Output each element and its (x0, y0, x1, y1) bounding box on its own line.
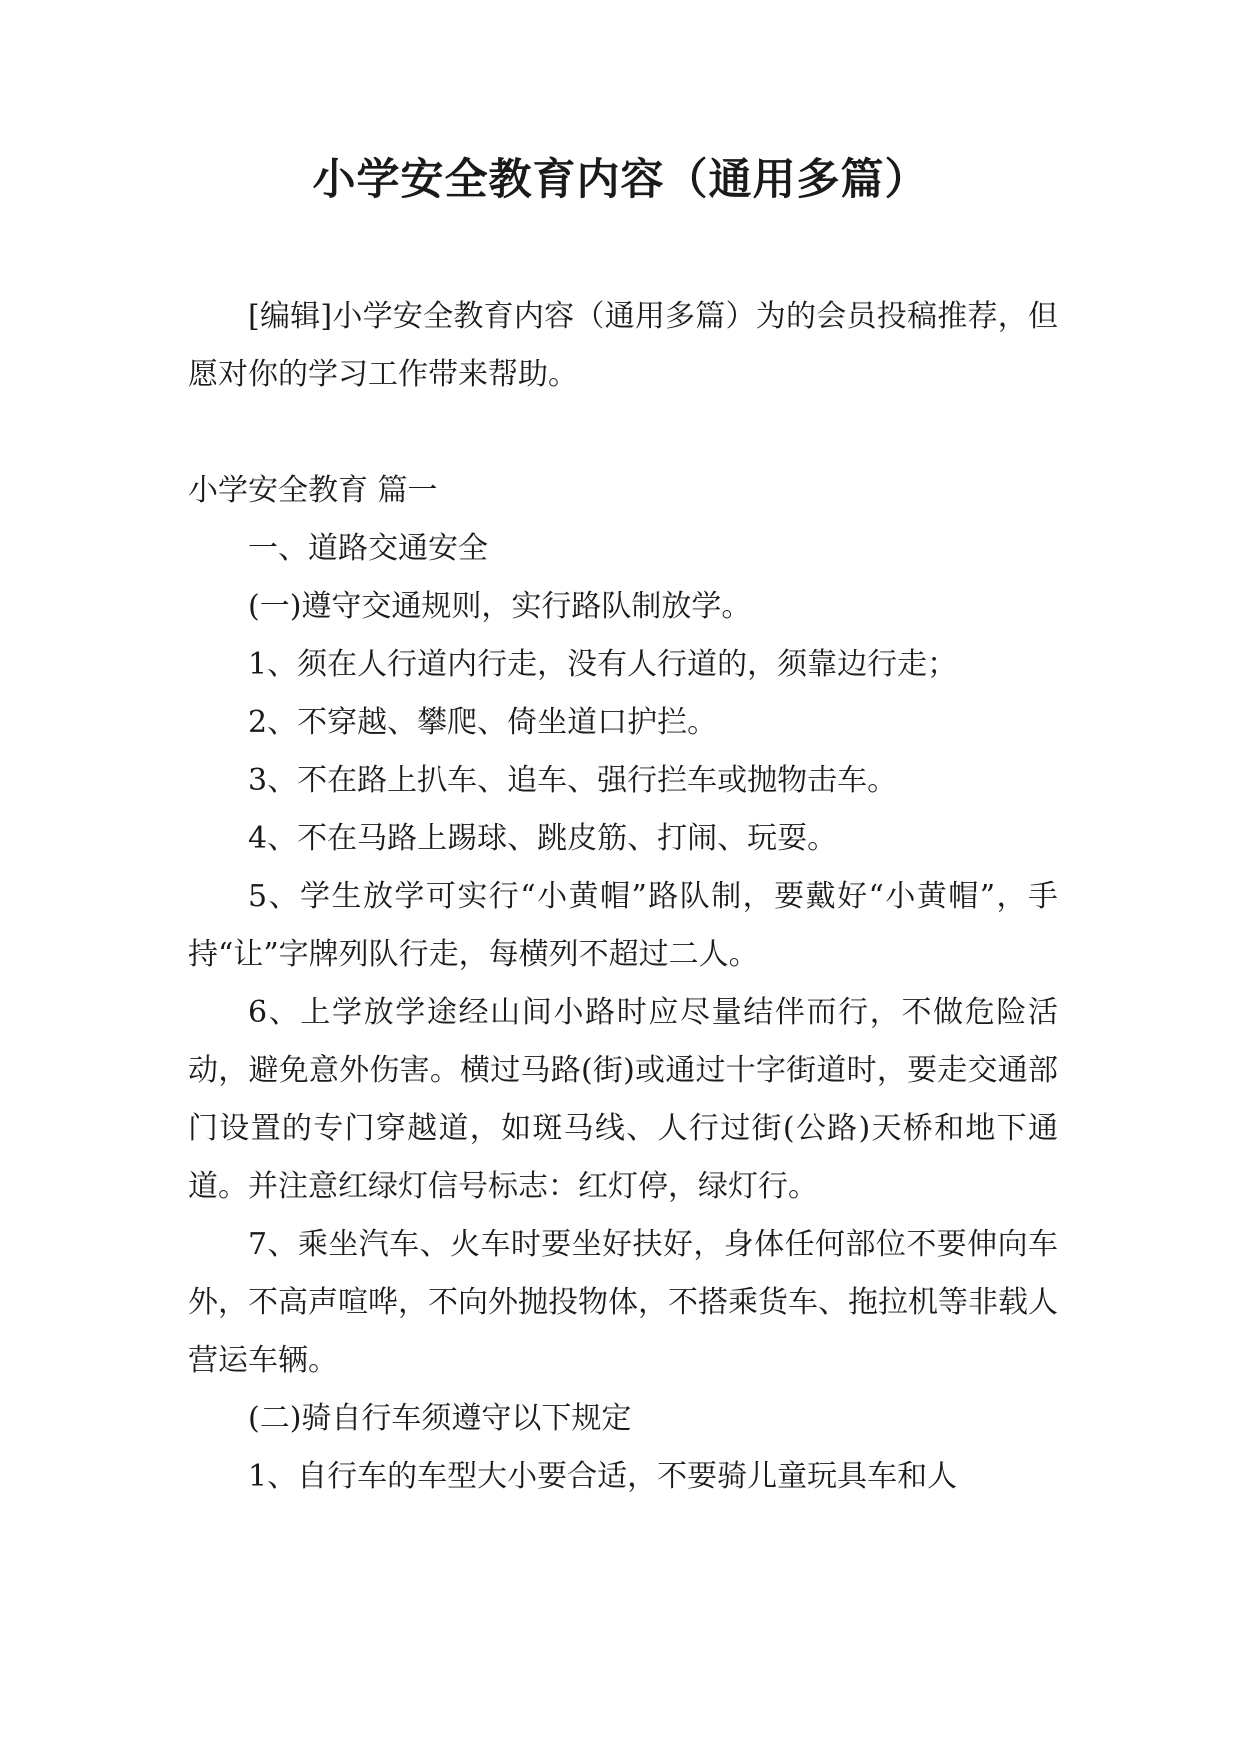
document-body (188, 288, 1058, 1506)
paragraph: 4、不在马路上踢球、跳皮筋、打闹、玩耍。 (248, 821, 838, 856)
paragraph: (一)遵守交通规则，实行路队制放学。 (248, 589, 752, 624)
paragraph: 2、不穿越、攀爬、倚坐道口护拦。 (248, 705, 718, 740)
paragraph-gap (188, 404, 1058, 462)
paragraph: (二)骑自行车须遵守以下规定 (248, 1401, 632, 1436)
section-heading: 小学安全教育 篇一 (188, 473, 438, 508)
paragraph: 6、上学放学途经山间小路时应尽量结伴而行，不做危险活动，避免意外伤害。横过马路(街)或通过十字街道时，要走交通部门设置的专门穿越道，如斑马线、人行过街(公路)天桥和地下通道。并注意红绿灯信号标志：红灯停，绿灯行。 (188, 995, 1058, 1204)
paragraph: 1、自行车的车型大小要合适，不要骑儿童玩具车和人 (248, 1459, 958, 1494)
intro-paragraph: [编辑]小学安全教育内容（通用多篇）为的会员投稿推荐，但愿对你的学习工作带来帮助。 (188, 299, 1058, 392)
paragraph: 7、乘坐汽车、火车时要坐好扶好，身体任何部位不要伸向车外，不高声喧哗，不向外抛投物体，不搭乘货车、拖拉机等非载人营运车辆。 (188, 1227, 1058, 1378)
paragraph: 5、学生放学可实行“小黄帽”路队制，要戴好“小黄帽”，手持“让”字牌列队行走，每横列不超过二人。 (188, 879, 1058, 972)
document-title: 小学安全教育内容（通用多篇） (312, 155, 929, 205)
paragraph: 一、道路交通安全 (248, 531, 488, 566)
paragraph: 1、须在人行道内行走，没有人行道的，须靠边行走； (248, 647, 958, 682)
paragraph: 3、不在路上扒车、追车、强行拦车或抛物击车。 (248, 763, 898, 798)
